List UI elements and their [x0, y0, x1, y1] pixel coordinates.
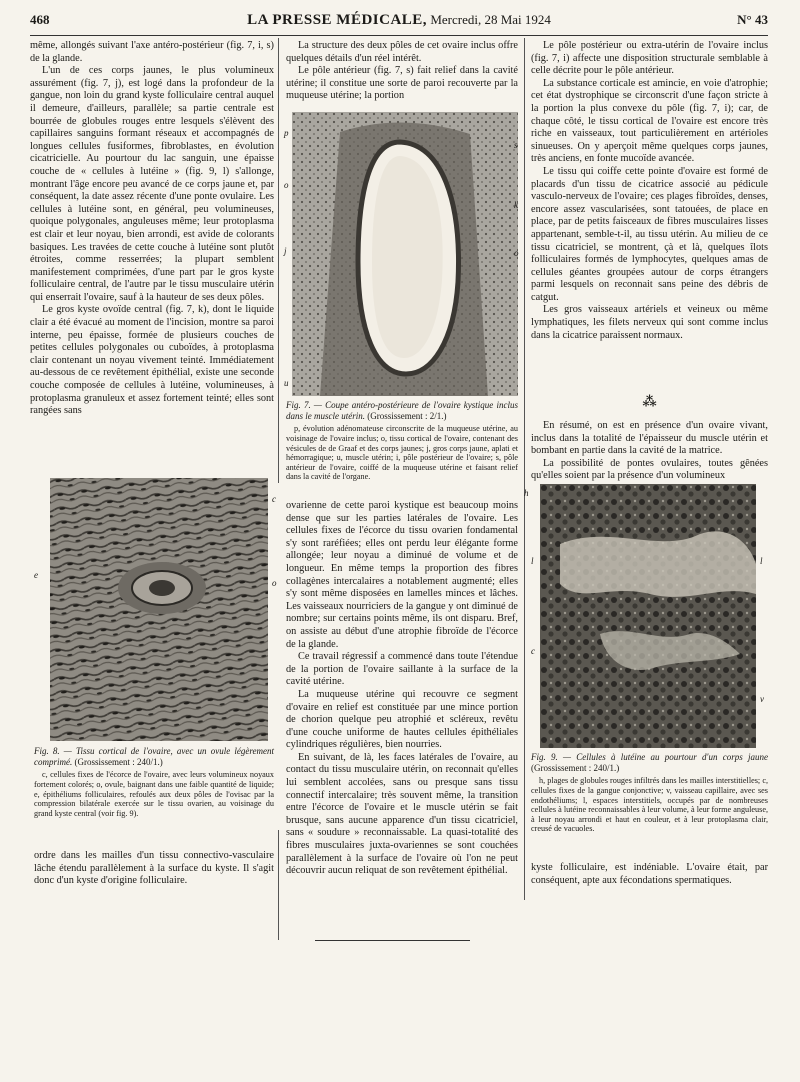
figure-9-title: Fig. 9. — Cellules à lutéine au pourtour d'un corps jaune — [531, 752, 768, 762]
column-3-summary-text — [531, 420, 768, 483]
journal-name: LA PRESSE MÉDICALE, — [247, 12, 428, 28]
figure-8-magnification: (Grossissement : 240/1.) — [72, 756, 163, 767]
figure-8-label-c: c — [272, 494, 276, 504]
figure-9-micrograph — [540, 484, 756, 748]
issue-number: N° 43 — [737, 12, 768, 27]
figure-7-image — [292, 112, 518, 396]
column-divider-1b — [278, 830, 279, 940]
figure-7-label-o1: o — [284, 180, 289, 190]
paragraph: La structure des deux pôles de cet ovaire inclus offre quelques détails d'un réel intérêt. — [286, 40, 518, 64]
paragraph: En résumé, on est en présence d'un ovaire vivant, inclus dans la totalité de l'épaisseur du muscle utérin et bombant en partie dans la cavité de la matrice. — [531, 420, 768, 457]
paragraph: Le gros kyste ovoïde central (fig. 7, k), dont le liquide clair a été évacué au moment de l'incision, montre sa paroi interne, peu épaisse, formée de plusieurs couches de petites cellules polygonales ou cuboïdes, à protoplasma clair contenant un noyau vivement teinté. Immédiatement au-dessous de ce revêtement épithélial, existe une seconde couche composée de cellules à lutéine, volumineuses, à protoplasma granuleux et assez fortement teinté; elles sont rangées sans — [30, 304, 274, 417]
column-3-bottom-text — [531, 862, 768, 887]
figure-7-label-s: s — [514, 140, 518, 150]
paragraph: L'un de ces corps jaunes, le plus volumineux assurément (fig. 7, j), est logé dans la profondeur de la gangue, non loin du grand kyste folliculaire central auquel il demeure, d'ailleurs, parallèle; sa partie centrale est bourrée de globules rouges entre lesquels s'élèvent des capillaires sanguins formant réseaux et accompagnés de longues cellules fusiformes, fibroblastes, en évolution cicatricielle. Au pourtour du lac sanguin, une épaisse couche de « cellules à lutéine » (fig. 9, l) s'allonge, montrant l'âge encore peu avancé de ce corps jaune et, par conséquent, la date assez récente d'une ponte ovulaire. Les cellules à lutéine sont, en général, peu volumineuses, quoique polygonales, anguleuses même; leur protoplasma est clair et leur noyau, bien arrondi, est avide de colorants basiques. Les travées de cette couche à lutéine sont plutôt étroites, comme resserrées; la plupart semblent manifestement comprimées, d'une part par le gros kyste folliculaire central, de l'autre par le tissu musculaire utérin qui enserrait l'ovaire, sauf à la hauteur de ses deux pôles. — [30, 65, 274, 303]
figure-7-label-k: k — [514, 200, 518, 210]
figure-7-caption — [286, 400, 518, 482]
paragraph: La muqueuse utérine qui recouvre ce segment d'ovaire en relief est constituée par une mince portion de chorion quelque peu atrophié et scléreux, revêtu d'une couche uniforme de hautes cellules épithéliales cylindriques régulières, bien nourries. — [286, 688, 518, 751]
figure-9-magnification: (Grossissement : 240/1.) — [531, 762, 620, 773]
paragraph: ovarienne de cette paroi kystique est beaucoup moins dense que sur les parties latérales de l'ovaire. Les cellules fixes de l'écorce du tissu ovarien fondamental s'y sont raréfiées; elles ont perdu leur élégante forme allongée; leur noyau a diminué de volume et de longueur. En même temps la proportion des fibres collagènes intercalaires a notablement augmenté; elles s'y sont même disposées en lamelles minces et lâches. Les vaisseaux nourriciers de la gangue y ont diminué de nombre; sur certains points même, ils ont disparu. Bref, on assiste au début d'une atrophie fibroïde de l'écorce de la glande. — [286, 500, 518, 650]
figure-7-label-j: j — [284, 246, 287, 256]
figure-9-image — [540, 484, 756, 748]
figure-9-label-l2: l — [760, 556, 763, 566]
figure-7-magnification: (Grossissement : 2/1.) — [365, 410, 447, 421]
figure-9-description: h, plages de globules rouges infiltrés dans les mailles interstitielles; c, cellules fixes de la gangue conjonctive; v, vaisseau capillaire, avec ses endothéliums; l, espaces interstitiels, occupés par de nombreuses cellules à lutéine reconnaissables à leur volume, à leur forme anguleuse, à leur noyau arrondi et haut en couleur, et à leur protoplasma clair, creusé de vacuoles. — [531, 776, 768, 834]
paragraph: Ce travail régressif a commencé dans toute l'étendue de la portion de l'ovaire saillante à la surface de la cavité utérine. — [286, 651, 518, 688]
paragraph: Le pôle postérieur ou extra-utérin de l'ovaire inclus (fig. 7, i) affecte une disposition structurale semblable à celle décrite pour le pôle antérieur. — [531, 40, 768, 77]
paragraph: En suivant, de là, les faces latérales de l'ovaire, au contact du tissu musculaire utérin, on reconnait qu'elles lui semblent accolées, sans ou presque sans tissu connectif intercalaire; très souvent même, la transition entre l'écorce de l'ovaire et le muscle utérin se fait brusque, sans aucune apparence d'un tissu cicatriciel, sans « soudure » reconnaissable. La quasi-totalité des fibres musculaires juxta-ovariennes se sont couchées parallèlement à la surface de l'ovaire où l'on ne peut découvrir aucun reliquat de son revêtement épithélial. — [286, 751, 518, 877]
figure-8-label-e: e — [34, 570, 38, 580]
column-divider-1 — [278, 38, 279, 483]
issue-date: Mercredi, 28 Mai 1924 — [430, 12, 551, 27]
page-header — [30, 10, 768, 30]
figure-9-caption — [531, 752, 768, 834]
figure-8-caption — [34, 746, 274, 818]
column-1-bottom-text — [34, 850, 274, 888]
paragraph: Les gros vaisseaux artériels et veineux ou même lymphatiques, les filets nerveux qui sont comme inclus dans la cicatrice paraissent normaux. — [531, 304, 768, 341]
column-divider-2 — [524, 38, 525, 900]
figure-9-label-h: h — [524, 488, 529, 498]
figure-8-micrograph — [50, 478, 268, 741]
figure-7-label-u: u — [284, 378, 289, 388]
figure-9-label-v: v — [760, 694, 764, 704]
figure-8-image — [50, 478, 268, 741]
paragraph: kyste folliculaire, est indéniable. L'ovaire était, par conséquent, apte aux fécondations spermatiques. — [531, 862, 768, 886]
paragraph: La substance corticale est amincie, en voie d'atrophie; cet état dystrophique se circonscrit d'une façon stricte à la portion la plus convexe du pôle (fig. 7, i); car, de chaque côté, le tissu cortical de l'ovaire est encore très riche en vaisseaux, tout particulièrement en artérioles sinueuses. On y aperçoit même quelques corps jaunes, très anciens, en fonte mucoïde avancée. — [531, 77, 768, 165]
figure-7-section — [292, 112, 518, 396]
section-asterism: ⁂ — [642, 395, 657, 410]
paragraph: même, allongés suivant l'axe antéro-postérieur (fig. 7, i, s) de la glande. — [30, 40, 274, 64]
figure-7-description: p, évolution adénomateuse circonscrite de la muqueuse utérine, au voisinage de l'ovaire inclus; o, tissu cortical de l'ovaire, contenant des vésicules de de Graaf et des corps jaunes; j, gros corps jaune, aplati et hémorragique; u, muscle utérin; i, pôle postérieur de l'ovaire; s, pôle antérieur de l'ovaire, coiffé de la muqueuse utérine et faisant relief dans la cavité de l'organe. — [286, 424, 518, 482]
figure-8-label-o: o — [272, 578, 277, 588]
figure-8-description: c, cellules fixes de l'écorce de l'ovaire, avec leurs volumineux noyaux fortement colorés; o, ovule, baignant dans une faible quantité de liquide; e, épithéliums folliculaires, refoulés aux deux pôles de l'ovisac par la compression bilatérale exercée sur le tissu ovarien, au voisinage du grand kyste central (voir fig. 9). — [34, 770, 274, 818]
figure-7-title: Fig. 7. — Coupe antéro-postérieure de l'ovaire kystique inclus dans le muscle utérin. — [286, 400, 518, 421]
article-end-rule — [315, 940, 470, 941]
journal-title — [30, 10, 768, 30]
figure-8-title: Fig. 8. — Tissu cortical de l'ovaire, avec un ovule légèrement comprimé. — [34, 746, 274, 767]
paragraph: La possibilité de pontes ovulaires, toutes gênées qu'elles soient par la présence d'un volumineux — [531, 457, 768, 482]
paragraph: ordre dans les mailles d'un tissu connectivo-vasculaire lâche étendu parallèlement à la surface du kyste. Il s'agit donc d'un kyste d'origine folliculaire. — [34, 850, 274, 887]
column-3-text — [531, 40, 768, 342]
figure-9-label-l1: l — [531, 556, 534, 566]
column-1-text — [30, 40, 274, 465]
column-2-text — [286, 40, 518, 103]
paragraph: Le pôle antérieur (fig. 7, s) fait relief dans la cavité utérine; il constitue une sorte de paroi recouverte par la muqueuse utérine; la portion — [286, 65, 518, 102]
page-number: 468 — [30, 12, 50, 27]
paragraph: Le tissu qui coiffe cette pointe d'ovaire est formé de placards d'un tissu de cicatrice associé au pédicule vasculo-nerveux de l'ovaire; ces plages fibroïdes, denses, encore assez vascularisées, sont tatouées, de place en place, par de petits faisceaux de fibres musculaires lisses appartenant, semble-t-il, au tissu utérin. Au milieu de ce tissu cicatriciel, se montrent, çà et là, quelques îlots folliculaires formés de lymphocytes, quelques amas de cellules géantes groupées autour de corps étrangers parmi lesquels on reconnait sans peine des débris de catgut. — [531, 165, 768, 303]
figure-9-label-c: c — [531, 646, 535, 656]
column-2-bottom-text — [286, 500, 518, 878]
figure-7-label-o2: o — [514, 248, 519, 258]
figure-7-label-p: p — [284, 128, 289, 138]
header-rule — [30, 35, 768, 36]
